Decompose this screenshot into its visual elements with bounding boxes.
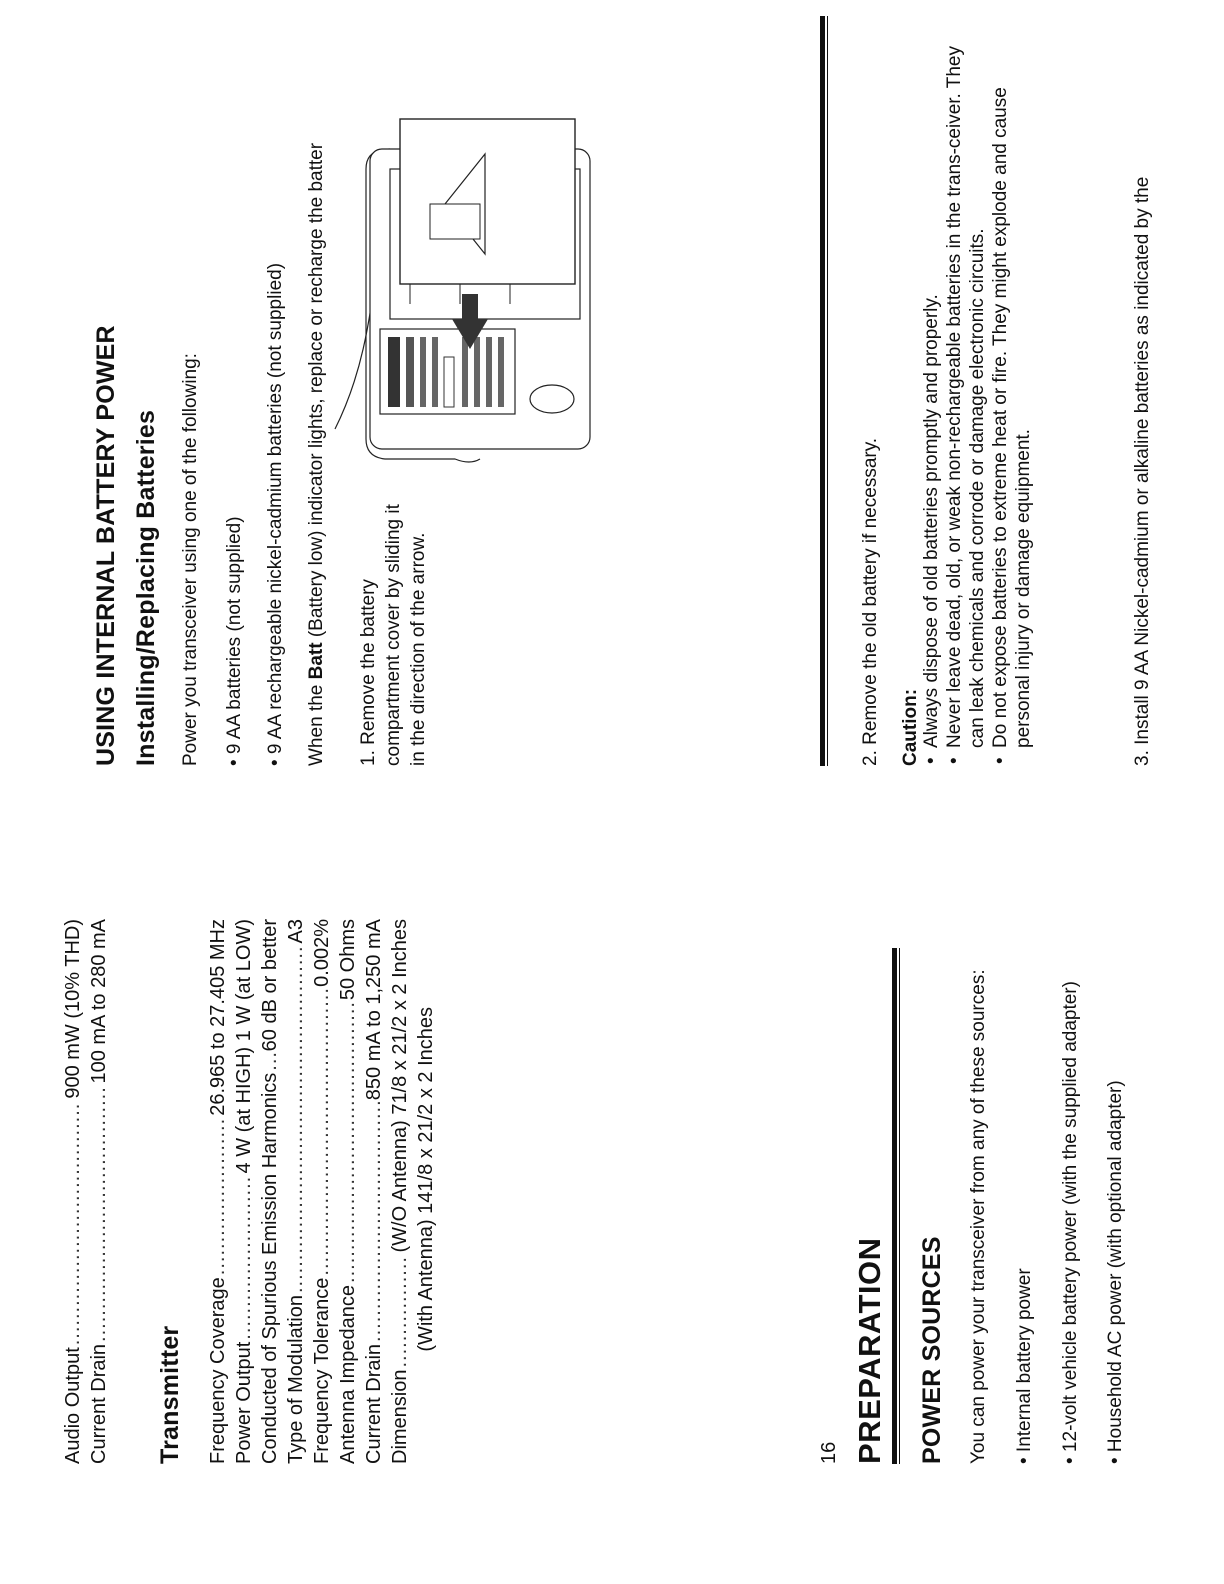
batt-post-text: (Battery low) indicator lights, replace or recharge the batter [306,142,327,643]
spec-value: 4 W (at HIGH) 1 W (at LOW) [233,919,255,1174]
right-section-rule [820,16,825,766]
dot-leader [86,1086,112,1342]
receiver-specs [60,919,112,1464]
transmitter-specs [205,919,439,1464]
caution-item: • Do not expose batteries to extreme heat or fire. They might explode and cause personal injury or damage equipment. [989,46,1035,766]
spec-row [361,919,387,1464]
source-item: • 12-volt vehicle battery power (with the supplied adapter) [1060,981,1081,1464]
caution-item: • Never leave dead, old, or weak non-rechargeable batteries in the trans-ceiver. They can leak chemicals and corrode or damage electronic circuits. [943,46,989,766]
battery-option: • 9 AA batteries (not supplied) [224,516,245,766]
preparation-title: PREPARATION [852,1237,887,1464]
dot-leader [231,1175,257,1339]
source-item: • Household AC power (with optional adapter) [1105,1080,1126,1464]
spec-value: 0.002% [311,919,333,987]
spec-value: 50 Ohms [337,919,359,1001]
spec-row [335,919,361,1464]
right-section-rule-thin [827,16,828,766]
spec-label: Antenna Impedance [337,1284,359,1464]
transmitter-heading: Transmitter [156,1325,184,1464]
preparation-rule [892,948,897,1464]
spec-value: (W/O Antenna) 71/8 x 21/2 x 2 Inches [389,919,411,1253]
dot-leader [309,989,335,1276]
spec-label: Power Output [233,1341,255,1464]
dot-leader [361,1102,387,1342]
spec-value: 100 mA to 280 mA [88,919,110,1084]
spec-label: Current Drain [88,1343,110,1464]
spec-label: Conducted of Spurious Emission Harmonics [259,1072,281,1464]
battery-intro: Power you transceiver using one of the following: [180,353,201,766]
dot-leader [60,1101,86,1346]
spec-row [231,919,257,1464]
caution-item: • Always dispose of old batteries promptly and properly. [920,46,943,766]
spec-row-dimension [387,919,413,1464]
batt-indicator-line [304,143,329,766]
battery-heading: USING INTERNAL BATTERY POWER [92,325,120,766]
spec-row [309,919,335,1464]
step-1-line: compartment cover by sliding it [383,504,404,766]
caution-label: Caution: [900,688,921,766]
source-item: • Internal battery power [1014,1268,1035,1464]
page-number: 16 [818,1441,840,1464]
spec-row [283,919,309,1464]
step-2: 2. Remove the old battery if necessary. [860,437,881,766]
spec-label: Audio Output [62,1347,84,1464]
step-1-line: 1. Remove the battery [358,579,379,766]
spec-label: Dimension [389,1369,411,1464]
spec-value: A3 [285,919,307,944]
battery-option: • 9 AA rechargeable nickel-cadmium batteries (not supplied) [265,262,286,766]
spec-value: 850 mA to 1,250 mA [363,919,385,1101]
caution-list [920,46,1035,766]
spec-label: Frequency Tolerance [311,1277,333,1464]
batt-pre-text: When the [306,679,327,766]
step-3: 3. Install 9 AA Nickel-cadmium or alkaline batteries as indicated by the [1132,176,1153,766]
spec-row [205,919,231,1464]
batt-word: Batt [306,642,327,680]
spec-label: Type of Modulation [285,1295,307,1464]
power-sources-intro: You can power your transceiver from any of these sources: [968,969,989,1464]
step-1 [356,466,431,766]
spec-label: Frequency Coverage [207,1277,229,1464]
dot-leader [205,1118,231,1275]
dot-leader [283,945,309,1293]
preparation-rule-thin [899,948,900,1464]
spec-row [257,919,283,1464]
spec-row-current-drain [86,919,112,1464]
spec-value: 26.965 to 27.405 MHz [207,919,229,1116]
dot-leader [257,1053,283,1070]
step-1-line: in the direction of the arrow. [408,532,429,766]
battery-subheading: Installing/Replacing Batteries [132,409,160,766]
spec-value: (With Antenna) 141/8 x 21/2 x 2 Inches [415,1007,437,1352]
spec-value: 900 mW (10% THD) [62,919,84,1099]
spec-row-audio-output [60,919,86,1464]
battery-compartment-illustration [330,109,610,469]
spec-value: 60 dB or better [259,919,281,1052]
dot-leader [335,1002,361,1283]
power-sources-heading: POWER SOURCES [918,1236,946,1464]
spec-row-dimension-2 [413,919,439,1464]
spec-label: Current Drain [363,1343,385,1464]
dot-leader [387,1255,413,1368]
